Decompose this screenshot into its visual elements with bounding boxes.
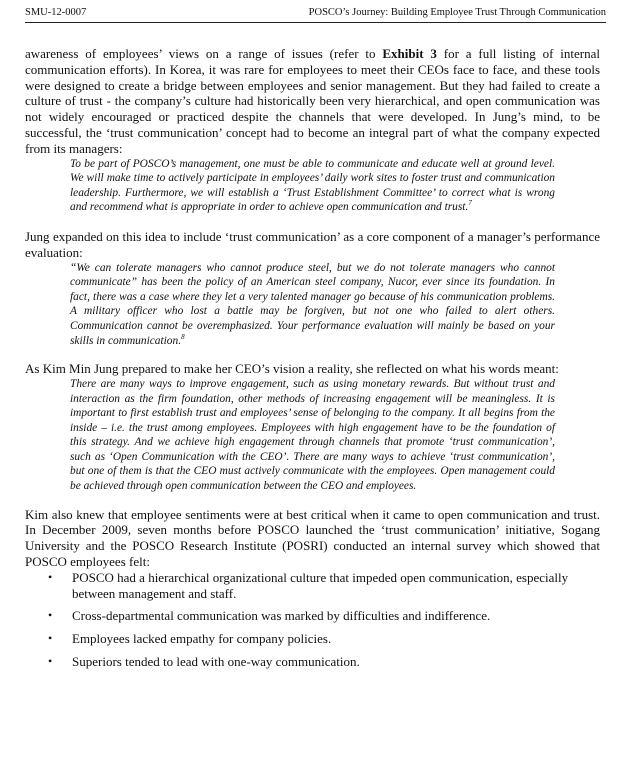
- document-code: SMU-12-0007: [25, 7, 87, 18]
- footnote-marker: 8: [181, 332, 185, 341]
- paragraph-kim-reflection: As Kim Min Jung prepared to make her CEO’s vision a reality, she reflected on what his words meant:: [25, 361, 559, 377]
- quote-text: To be part of POSCO’s management, one must be able to communicate and educate well at ground level. We will make time to actively participate in employees’ daily work sites to foster trust and communication leadership. Furthermore, we will establish a ‘Trust Establishment Committee’ to correct what is wrong and recommend what is appropriate in order to achieve open communication and trust.: [70, 157, 555, 214]
- paragraph-text: awareness of employees’ views on a range of issues (refer to: [25, 46, 383, 61]
- paragraph-performance-evaluation: Jung expanded on this idea to include ‘trust communication’ as a core component of a manager’s performance evaluation:: [25, 228, 600, 260]
- page-header: [25, 5, 606, 21]
- bullet-icon: •: [48, 569, 53, 584]
- bullet-icon: •: [48, 631, 53, 646]
- running-title: POSCO’s Journey: Building Employee Trust Through Communication: [308, 7, 606, 18]
- quote-text: “We can tolerate managers who cannot produce steel, but we do not tolerate managers who cannot communicate” has been the policy of an American steel company, Nucor, ever since its foundation. In fact, there was a case where they let a very talented manager go because of his communication problems. A military officer who lost a battle may be forgiven, but not one who failed to alert others. Communication cannot be overemphasized. Your performance evaluation will mainly be based on your skills in communication.: [70, 261, 555, 347]
- bullet-icon: •: [48, 654, 53, 669]
- paragraph-survey: Kim also knew that employee sentiments were at best critical when it came to open communication and trust. In December 2009, seven months before POSCO launched the ‘trust communication’ initiative, Sogang University and the POSCO Research Institute (POSRI) conducted an internal survey which showed that POSCO employees felt:: [25, 506, 600, 570]
- header-rule: [25, 22, 606, 23]
- list-item: [48, 654, 600, 670]
- quote-nucor-policy: [70, 261, 555, 349]
- bullet-icon: •: [48, 608, 53, 623]
- survey-findings-list: [25, 570, 600, 670]
- list-item-text: POSCO had a hierarchical organizational culture that impeded open communication, especially between management and staff.: [72, 569, 569, 601]
- list-item: [48, 608, 600, 624]
- list-item: [48, 570, 600, 602]
- list-item-text: Superiors tended to lead with one-way communication.: [72, 654, 360, 670]
- footnote-marker: 7: [468, 199, 472, 208]
- paragraph-text: for a full listing of internal communication efforts). In Korea, it was rare for employees to meet their CEOs face to face, and these tools were designed to create a bridge between employees and senior management. But they had failed to create a culture of trust - the company’s culture had historically been very hierarchical, and open communication was not widely encouraged or practiced despite the channels that were developed. In Jung’s mind, to be successful, the ‘trust communication’ concept had to become an integral part of what the company expected from its managers:: [25, 46, 600, 156]
- list-item-text: Cross-departmental communication was marked by difficulties and indifference.: [72, 608, 491, 624]
- list-item: [48, 631, 600, 647]
- quote-engagement: There are many ways to improve engagement, such as using monetary rewards. But without trust and interaction as the firm foundation, other methods of increasing engagement will be meaningless. It is important to first establish trust and employees’ sense of belonging to the company. It all begins from the inside – i.e. the trust among employees. Employees with high engagement have to be the foundation of this strategy. And we achieve high engagement through channels that promote ‘trust communication’, such as ‘Open Communication with the CEO’. There are many ways to achieve ‘trust communication’, but one of them is that the CEO must actively communicate with the employees. Open management could be achieved through open communication between the CEO and employees.: [70, 377, 555, 493]
- paragraph-communication-efforts: [25, 46, 600, 157]
- list-item-text: Employees lacked empathy for company policies.: [72, 631, 332, 647]
- document-body: [25, 46, 600, 677]
- quote-management-trust: [70, 157, 555, 215]
- exhibit-reference: Exhibit 3: [382, 46, 437, 61]
